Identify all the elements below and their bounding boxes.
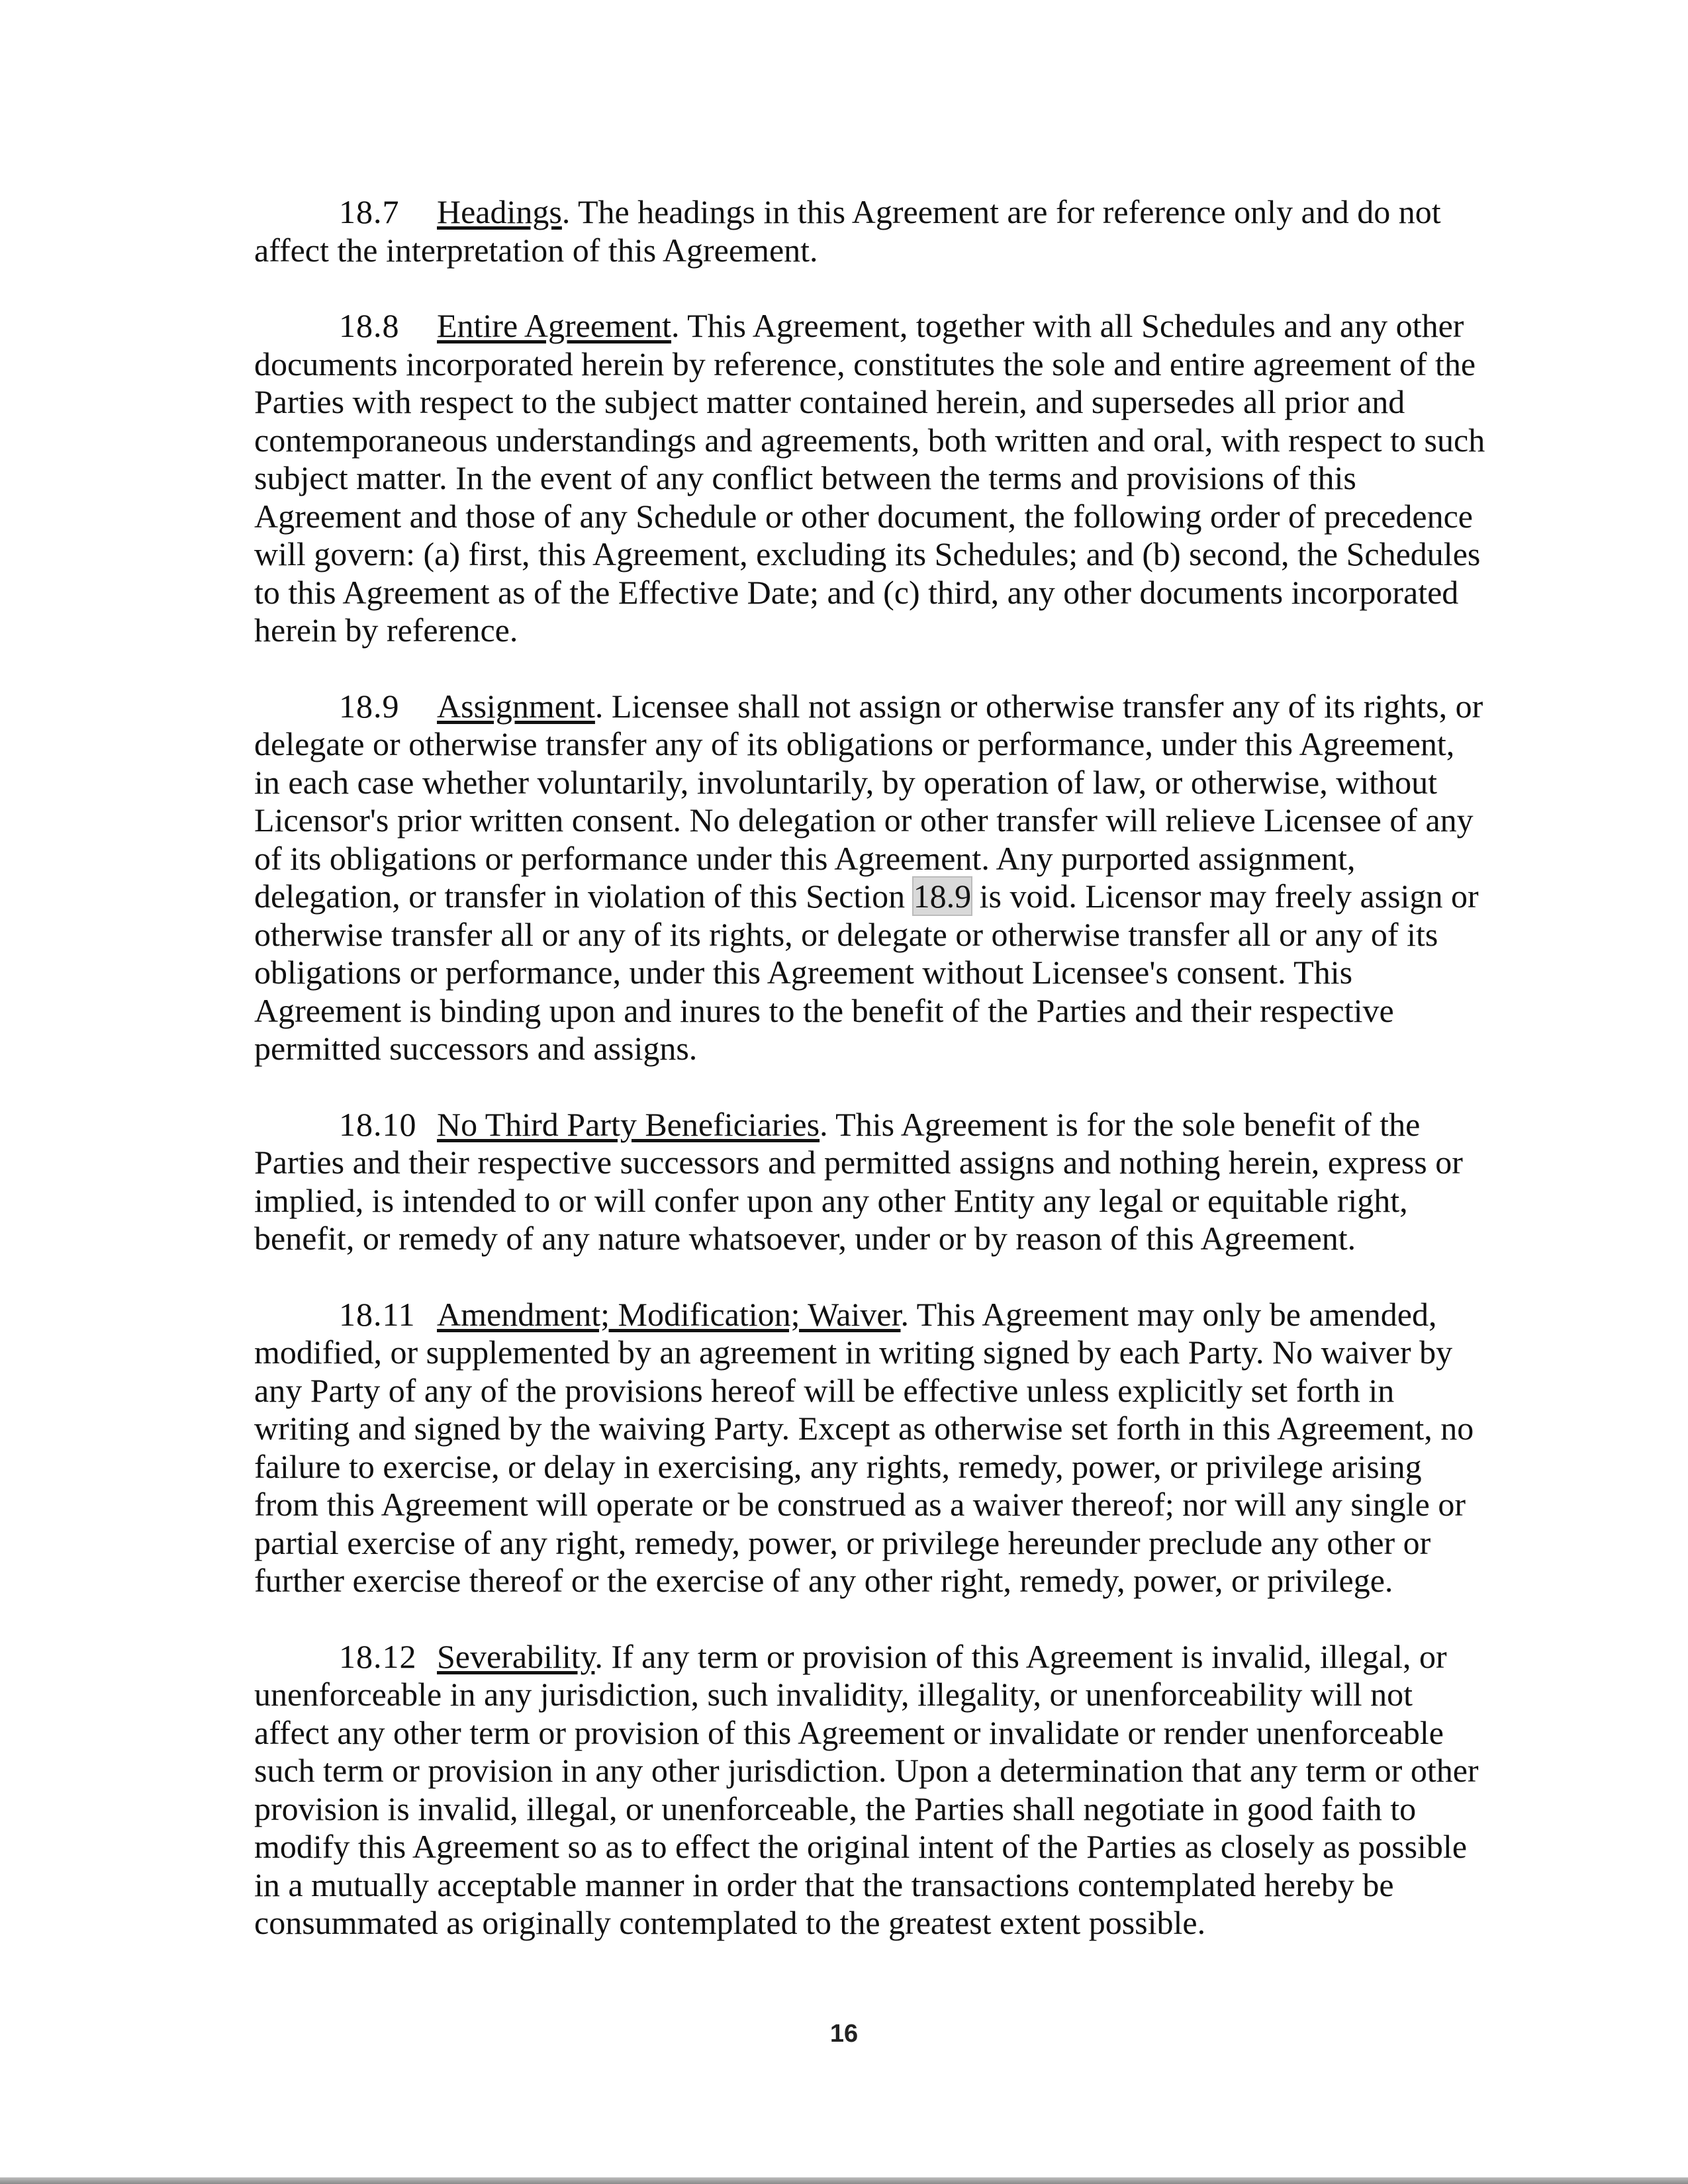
section-number: 18.12 [339, 1637, 417, 1675]
section-heading: Severability [437, 1637, 595, 1675]
section-line: partial exercise of any right, remedy, power, or privilege hereunder preclude any other or [254, 1524, 1431, 1561]
section-18-9 [254, 688, 1512, 1068]
document-body [254, 193, 1512, 1980]
section-18-11 [254, 1296, 1512, 1600]
section-18-8 [254, 307, 1512, 650]
section-number: 18.9 [339, 687, 400, 725]
section-heading: No Third Party Beneficiaries [437, 1105, 820, 1143]
section-line: failure to exercise, or delay in exercising, any rights, remedy, power, or privilege arising [254, 1447, 1422, 1485]
section-heading: Amendment; Modification; Waiver [437, 1295, 901, 1333]
section-line: contemporaneous understandings and agreements, both written and oral, with respect to such [254, 421, 1485, 459]
section-line: modified, or supplemented by an agreement in writing signed by each Party. No waiver by [254, 1334, 1453, 1371]
section-18-10 [254, 1106, 1512, 1258]
section-text: is void. Licensor may freely assign or [971, 878, 1479, 915]
section-text: . The headings in this Agreement are for reference only and do not [561, 193, 1441, 230]
section-line: subject matter. In the event of any conflict between the terms and provisions of this [254, 459, 1356, 496]
page-number: 16 [829, 2020, 859, 2048]
section-line [254, 688, 1512, 726]
section-line: otherwise transfer all or any of its rights, or delegate or otherwise transfer all or any of its [254, 915, 1438, 953]
section-line: further exercise thereof or the exercise of any other right, remedy, power, or privilege. [254, 1562, 1393, 1599]
section-line [254, 1296, 1512, 1334]
section-line: will govern: (a) first, this Agreement, excluding its Schedules; and (b) second, the Schedules [254, 535, 1481, 572]
section-18-7 [254, 193, 1512, 269]
section-line: such term or provision in any other jurisdiction. Upon a determination that any term or other [254, 1752, 1479, 1789]
section-number: 18.8 [339, 307, 400, 344]
section-number: 18.7 [339, 193, 400, 230]
section-line: of its obligations or performance under this Agreement. Any purported assignment, [254, 839, 1356, 877]
section-line: consummated as originally contemplated to the greatest extent possible. [254, 1904, 1206, 1941]
section-line: permitted successors and assigns. [254, 1030, 698, 1067]
section-line: affect the interpretation of this Agreement. [254, 231, 818, 269]
section-line [254, 307, 1512, 345]
section-line: affect any other term or provision of this Agreement or invalidate or render unenforceable [254, 1713, 1444, 1751]
section-line: documents incorporated herein by reference, constitutes the sole and entire agreement of the [254, 345, 1476, 383]
section-line [254, 1106, 1512, 1144]
section-line: obligations or performance, under this Agreement without Licensee's consent. This [254, 954, 1353, 991]
section-reference-link[interactable]: 18.9 [913, 878, 972, 915]
section-text: . This Agreement may only be amended, [900, 1295, 1437, 1333]
section-line: to this Agreement as of the Effective Date; and (c) third, any other documents incorporated [254, 573, 1459, 611]
section-heading: Headings [437, 193, 562, 230]
section-line: Parties with respect to the subject matter contained herein, and supersedes all prior and [254, 383, 1405, 420]
section-heading: Entire Agreement [437, 307, 672, 344]
section-line: Licensor's prior written consent. No delegation or other transfer will relieve Licensee of any [254, 801, 1474, 839]
section-18-12 [254, 1638, 1512, 1942]
section-line: Agreement is binding upon and inures to the benefit of the Parties and their respective [254, 991, 1394, 1029]
section-line [254, 193, 1512, 232]
section-line: in a mutually acceptable manner in order that the transactions contemplated hereby be [254, 1866, 1394, 1903]
section-line: in each case whether voluntarily, involuntarily, by operation of law, or otherwise, without [254, 763, 1437, 801]
section-text: . Licensee shall not assign or otherwise transfer any of its rights, or [594, 687, 1483, 725]
section-line: provision is invalid, illegal, or unenforceable, the Parties shall negotiate in good faith to [254, 1790, 1417, 1827]
section-line [254, 878, 1512, 916]
section-text: . This Agreement is for the sole benefit of the [820, 1105, 1421, 1143]
section-line [254, 1638, 1512, 1676]
section-number: 18.11 [339, 1295, 416, 1333]
section-line: from this Agreement will operate or be construed as a waiver thereof; nor will any single or [254, 1486, 1466, 1523]
section-line: unenforceable in any jurisdiction, such invalidity, illegality, or unenforceability will not [254, 1676, 1413, 1713]
section-line: Agreement and those of any Schedule or other document, the following order of precedence [254, 497, 1473, 535]
section-line: delegate or otherwise transfer any of its obligations or performance, under this Agreement, [254, 725, 1455, 762]
section-line: writing and signed by the waiving Party. Except as otherwise set forth in this Agreement, no [254, 1410, 1474, 1447]
section-number: 18.10 [339, 1105, 417, 1143]
section-line: herein by reference. [254, 612, 518, 649]
section-text: . If any term or provision of this Agreement is invalid, illegal, or [594, 1637, 1447, 1675]
section-line: implied, is intended to or will confer upon any other Entity any legal or equitable right, [254, 1181, 1408, 1219]
section-line: any Party of any of the provisions hereof will be effective unless explicitly set forth in [254, 1371, 1395, 1409]
section-line: benefit, or remedy of any nature whatsoever, under or by reason of this Agreement. [254, 1220, 1356, 1257]
section-text: delegation, or transfer in violation of this Section [254, 878, 914, 915]
section-text: . This Agreement, together with all Schedules and any other [671, 307, 1464, 344]
section-line: modify this Agreement so as to effect the original intent of the Parties as closely as possible [254, 1828, 1468, 1865]
section-heading: Assignment [437, 687, 595, 725]
section-line: Parties and their respective successors and permitted assigns and nothing herein, express or [254, 1144, 1463, 1181]
scan-edge [0, 2177, 1688, 2184]
